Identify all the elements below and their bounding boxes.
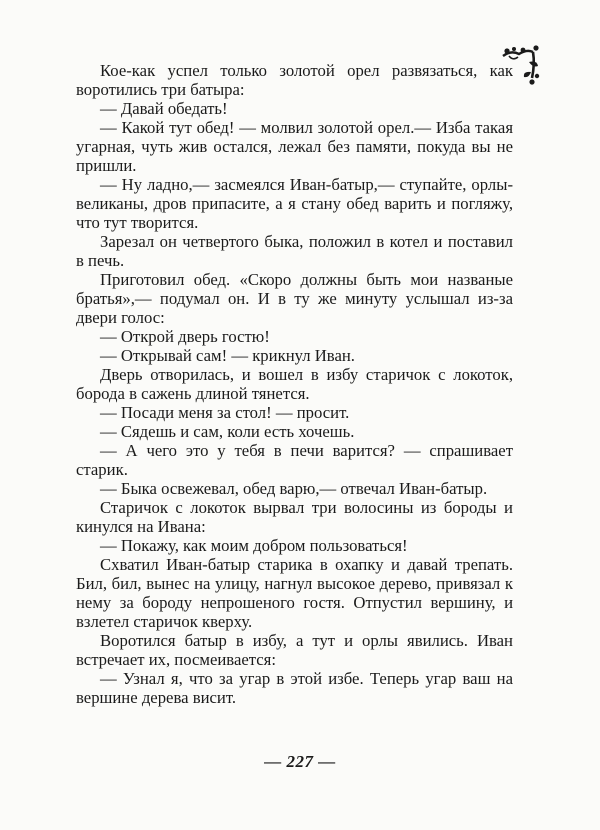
paragraph: — Открой дверь гостю! bbox=[100, 327, 270, 346]
paragraph: — Ну ладно,— засмеялся Иван-батыр,— ступайте, орлы-великаны, дров припасите, а я стану обед варить и погляжу, что тут творится. bbox=[76, 175, 513, 232]
paragraph: Зарезал он четвертого быка, положил в котел и поставил в печь. bbox=[76, 232, 513, 270]
paragraph: Схватил Иван-батыр старика в охапку и давай трепать. Бил, бил, вынес на улицу, нагнул высокое дерево, привязал к нему за бороду непрошеного гостя. Отпустил вершину, и взлетел старичок кверху. bbox=[76, 555, 513, 631]
paragraph: Воротился батыр в избу, а тут и орлы явились. Иван встречает их, посмеивается: bbox=[76, 631, 513, 669]
paragraph: — Сядешь и сам, коли есть хочешь. bbox=[100, 422, 355, 441]
paragraph: Приготовил обед. «Скоро должны быть мои названые братья»,— подумал он. И в ту же минуту услышал из-за двери голос: bbox=[76, 270, 513, 327]
paragraph: — А чего это у тебя в печи варится? — спрашивает старик. bbox=[76, 441, 513, 479]
paragraph: — Давай обедать! bbox=[100, 99, 228, 118]
paragraph: Старичок с локоток вырвал три волосины из бороды и кинулся на Ивана: bbox=[76, 498, 513, 536]
paragraph: — Какой тут обед! — молвил золотой орел.— Изба такая угарная, чуть жив остался, лежал без памяти, покуда вы не пришли. bbox=[76, 118, 513, 175]
paragraph: — Покажу, как моим добром пользоваться! bbox=[100, 536, 408, 555]
page-number: — 227 — bbox=[264, 752, 336, 771]
paragraph: — Открывай сам! — крикнул Иван. bbox=[100, 346, 355, 365]
paragraph: — Узнал я, что за угар в этой избе. Теперь угар ваш на вершине дерева висит. bbox=[76, 669, 513, 707]
paragraph: Дверь отворилась, и вошел в избу старичок с локоток, борода в сажень длиной тянется. bbox=[76, 365, 513, 403]
paragraph: — Посади меня за стол! — просит. bbox=[100, 403, 350, 422]
paragraph: — Быка освежевал, обед варю,— отвечал Иван-батыр. bbox=[100, 479, 488, 498]
body-text bbox=[76, 61, 513, 707]
paragraph: Кое-как успел только золотой орел развязаться, как воротились три батыра: bbox=[76, 61, 513, 99]
